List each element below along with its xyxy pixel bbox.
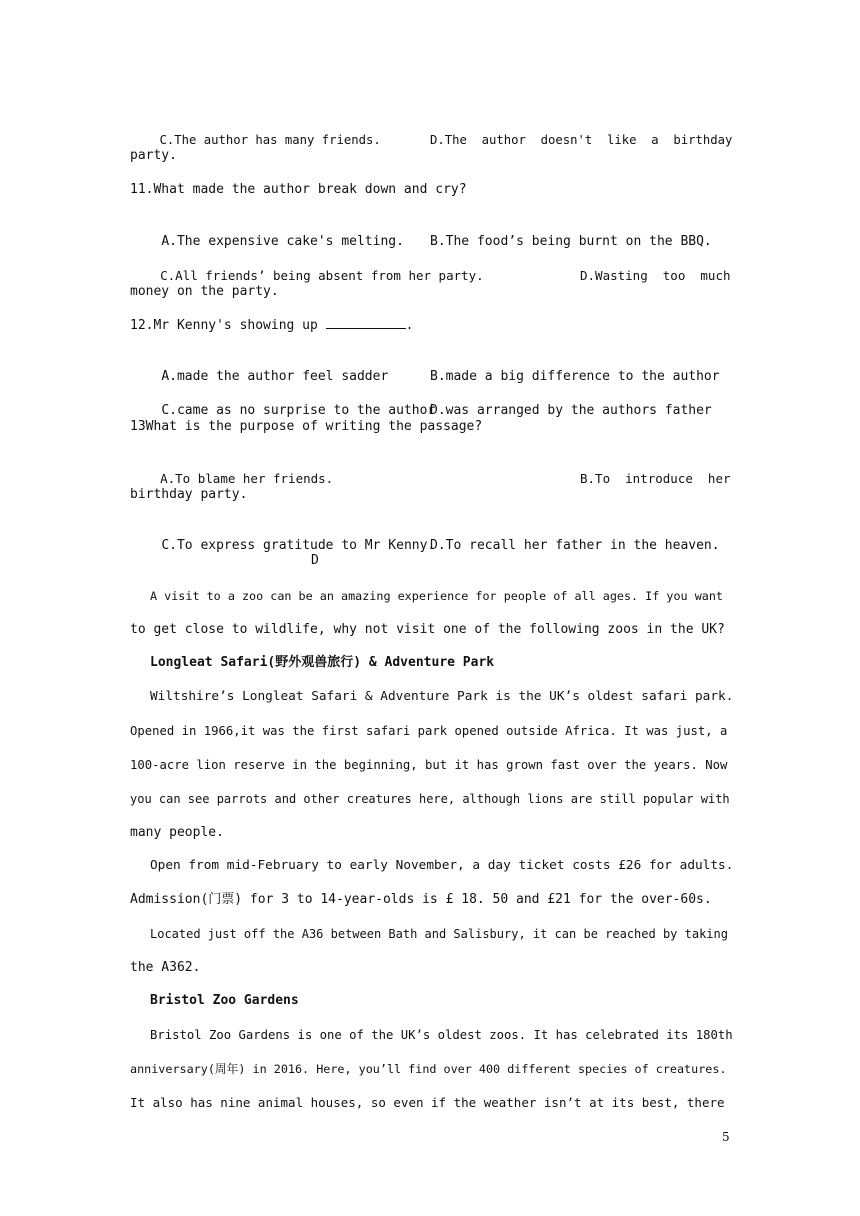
- q10-option-c: C.The author has many friends.: [159, 133, 381, 147]
- q13-option-b-continued: birthday party.: [130, 487, 248, 502]
- p2-line-2: Admission(门票) for 3 to 14-year-olds is £ 18. 50 and £21 for the over-60s.: [130, 892, 712, 907]
- p3-line-2: the A362.: [130, 960, 201, 975]
- q13-options-cd: [130, 519, 732, 573]
- p3-line-1: Located just off the A36 between Bath and Salisbury, it can be reached by taking: [150, 927, 728, 941]
- heading-longleat: Longleat Safari(野外观兽旅行) & Adventure Park: [150, 655, 495, 670]
- q13-option-a: A.To blame her friends.: [160, 471, 334, 486]
- section-letter: D: [311, 553, 319, 568]
- q10-option-d-continued: party.: [130, 148, 177, 163]
- p1-line-2: Opened in 1966,it was the first safari park opened outside Africa. It was just, a: [130, 724, 728, 738]
- q11-option-c: C.All friends’ being absent from her party.: [160, 268, 484, 283]
- q12-option-d: D.was arranged by the authors father: [430, 403, 712, 418]
- p4-line-3: It also has nine animal houses, so even if the weather isn’t at its best, there: [130, 1095, 725, 1110]
- p2-line-1: Open from mid-February to early November, a day ticket costs £26 for adults.: [150, 858, 734, 873]
- p1-line-1: Wiltshire’s Longleat Safari & Adventure Park is the UK’s oldest safari park.: [150, 689, 734, 704]
- p4-line-2: anniversary(周年) in 2016. Here, you’ll find over 400 different species of creatures.: [130, 1062, 727, 1076]
- p1-line-4: you can see parrots and other creatures here, although lions are still popular with: [130, 792, 730, 806]
- q12-stem-end: .: [405, 318, 414, 333]
- q12-stem-text: 12.Mr Kenny's showing up: [130, 318, 318, 333]
- p1-line-3: 100-acre lion reserve in the beginning, but it has grown fast over the years. Now: [130, 758, 728, 772]
- q11-option-d: D.Wasting too much: [580, 268, 731, 283]
- page-number: 5: [722, 1130, 730, 1144]
- q12-option-a: A.made the author feel sadder: [161, 369, 389, 384]
- q13-option-d: D.To recall her father in the heaven.: [430, 538, 720, 553]
- q12-stem: [130, 316, 732, 335]
- q12-option-c: C.came as no surprise to the author: [161, 403, 436, 418]
- q12-option-b: B.made a big difference to the author: [430, 369, 720, 384]
- p4-line-1: Bristol Zoo Gardens is one of the UK’s oldest zoos. It has celebrated its 180th: [150, 1028, 733, 1042]
- q11-option-d-continued: money on the party.: [130, 284, 279, 299]
- p1-line-5: many people.: [130, 825, 224, 840]
- q13-stem: 13What is the purpose of writing the passage?: [130, 419, 483, 434]
- passage-intro-line-1: A visit to a zoo can be an amazing experience for people of all ages. If you want: [150, 589, 724, 603]
- q13-option-b: B.To introduce her: [580, 471, 731, 486]
- q11-option-a: A.The expensive cake's melting.: [161, 234, 404, 249]
- heading-bristol: Bristol Zoo Gardens: [150, 993, 299, 1008]
- q13-option-c: C.To express gratitude to Mr Kenny.: [161, 538, 436, 553]
- q11-stem: 11.What made the author break down and cry?: [130, 182, 467, 197]
- q11-option-b: B.The food’s being burnt on the BBQ.: [430, 234, 712, 249]
- passage-intro-line-2: to get close to wildlife, why not visit one of the following zoos in the UK?: [130, 622, 725, 637]
- answer-blank: [326, 316, 406, 329]
- q10-option-d: D.The author doesn't like a birthday: [430, 133, 733, 147]
